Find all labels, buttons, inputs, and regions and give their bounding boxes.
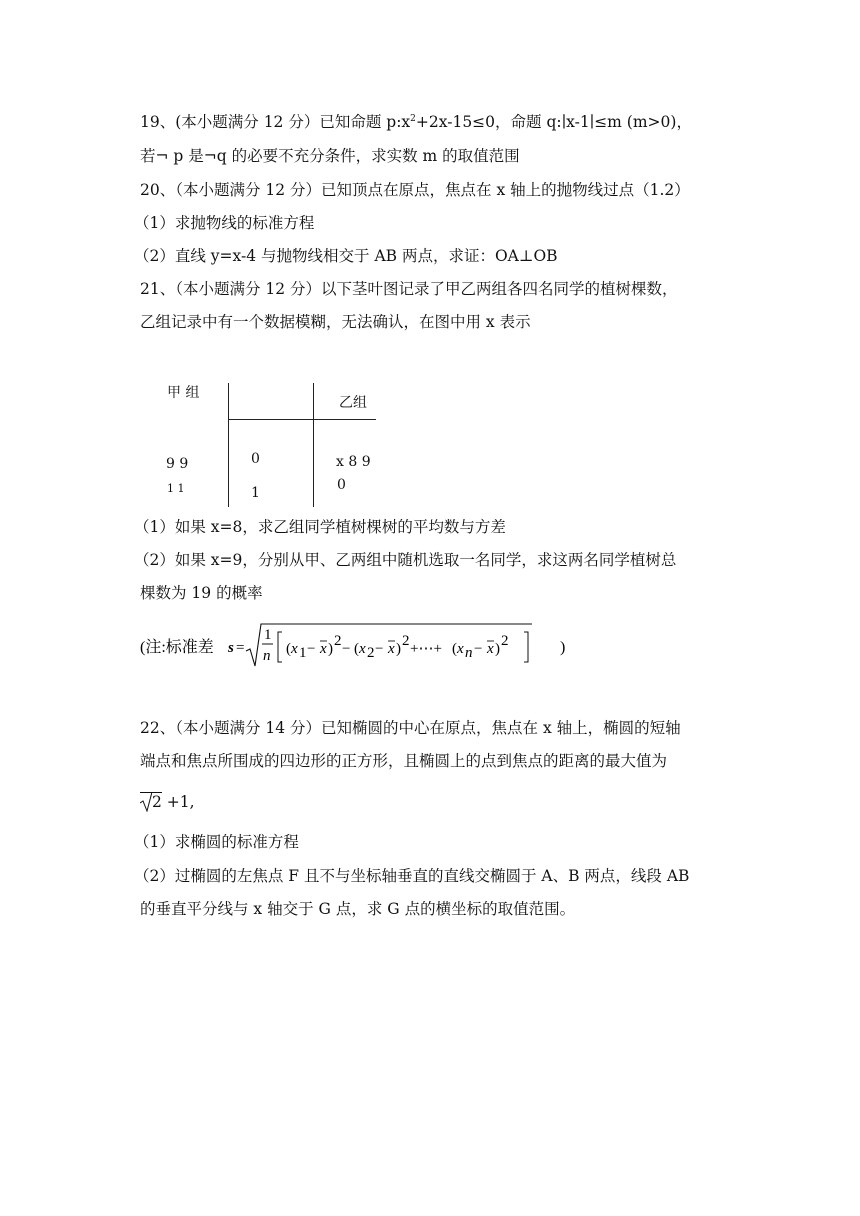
formula-s: s [228, 640, 234, 656]
formula-svg [140, 622, 600, 672]
termn-minus: − [474, 641, 483, 657]
between-minus: − [342, 641, 351, 657]
termn-sq: 2 [501, 633, 509, 649]
formula-eq: = [236, 640, 245, 656]
term1-minus: − [307, 641, 316, 657]
termn-x: x [457, 641, 464, 657]
left-leaves-row1: 9 9 [166, 456, 189, 472]
formula-denominator: n [263, 648, 271, 664]
formula-close: ) [560, 639, 566, 656]
term1-sub: 1 [299, 645, 307, 661]
q19-line2: 若¬ p 是¬q 的必要不充分条件，求实数 m 的取值范围 [140, 147, 520, 165]
q22-part2-line2: 的垂直平分线与 x 轴交于 G 点，求 G 点的横坐标的取值范围。 [140, 900, 576, 918]
q22-line3-rest: +1, [161, 793, 195, 811]
left-leaves-row2: 1 1 [167, 482, 185, 495]
sqrt-symbol [140, 792, 162, 811]
q21-part2-line2: 棵数为 19 的概率 [140, 584, 263, 602]
q20-line1: 20、（本小题满分 12 分）已知顶点在原点，焦点在 x 轴上的抛物线过点（1.2） [140, 181, 690, 199]
q22-line3 [140, 792, 195, 818]
term1-x: x [291, 641, 298, 657]
svg-text:): ) [495, 641, 500, 657]
q21-line2: 乙组记录中有一个数据模糊，无法确认，在图中用 x 表示 [140, 313, 531, 331]
q22-line2: 端点和焦点所围成的四边形的正方形，且椭圆上的点到焦点的距离的最大值为 [140, 752, 668, 770]
q19-line1-sup: 2 [410, 114, 416, 124]
left-bracket [278, 632, 282, 662]
term2-x: x [359, 641, 366, 657]
q21-part1: （1）如果 x=8，求乙组同学植树棵树的平均数与方差 [134, 518, 506, 536]
q19-line1-b: +2x-15≤0，命题 q:∣x-1∣≤m (m>0)， [415, 113, 692, 131]
stem-row1: 0 [251, 451, 260, 467]
term1-sq: 2 [334, 633, 342, 649]
q21-line1: 21、（本小题满分 12 分）以下茎叶图记录了甲乙两组各四名同学的植树棵数， [140, 280, 678, 298]
term1-xbar: x [320, 641, 327, 657]
q19-line1-a: 19、(本小题满分 12 分）已知命题 p:x [140, 113, 411, 131]
right-leaves-row2: 0 [337, 477, 346, 493]
std-dev-formula [140, 622, 600, 672]
q22-line1: 22、（本小题满分 14 分）已知椭圆的中心在原点，焦点在 x 轴上，椭圆的短轴 [140, 719, 681, 737]
term2-minus: − [375, 641, 384, 657]
sqrt-radicand: 2 [152, 793, 162, 811]
right-leaves-row1: x 8 9 [336, 454, 371, 470]
svg-text:): ) [396, 641, 401, 657]
q22-part2-line1: （2）过椭圆的左焦点 F 且不与坐标轴垂直的直线交椭圆于 A、B 两点，线段 AB [134, 867, 690, 885]
term2-xbar: x [388, 641, 395, 657]
stem-row2: 1 [251, 485, 260, 501]
stem-divider-left [228, 383, 229, 507]
termn-xbar: x [487, 641, 494, 657]
svg-text:(: ( [452, 641, 457, 657]
q21-part2-line1: （2）如果 x=9，分别从甲、乙两组中随机选取一名同学，求这两名同学植树总 [134, 551, 677, 569]
stem-divider-right [313, 383, 314, 507]
svg-text:(: ( [286, 641, 291, 657]
formula-prefix: (注:标准差 [140, 639, 214, 656]
right-bracket [524, 632, 528, 662]
svg-text:(: ( [354, 641, 359, 657]
svg-text:): ) [328, 641, 333, 657]
left-group-header: 甲 组 [167, 385, 200, 401]
q22-part1: （1）求椭圆的标准方程 [134, 833, 299, 851]
formula-numerator: 1 [264, 627, 272, 643]
q19-line1 [140, 112, 692, 132]
q20-part2: （2）直线 y=x-4 与抛物线相交于 AB 两点，求证：OA⊥OB [134, 247, 558, 265]
termn-sub: n [465, 645, 473, 661]
header-divider [228, 419, 376, 420]
q20-part1: （1）求抛物线的标准方程 [134, 214, 315, 232]
term2-sub: 2 [367, 645, 375, 661]
term2-sq: 2 [402, 633, 410, 649]
right-group-header: 乙组 [339, 395, 367, 411]
plus-dots: +⋯+ [410, 641, 442, 657]
